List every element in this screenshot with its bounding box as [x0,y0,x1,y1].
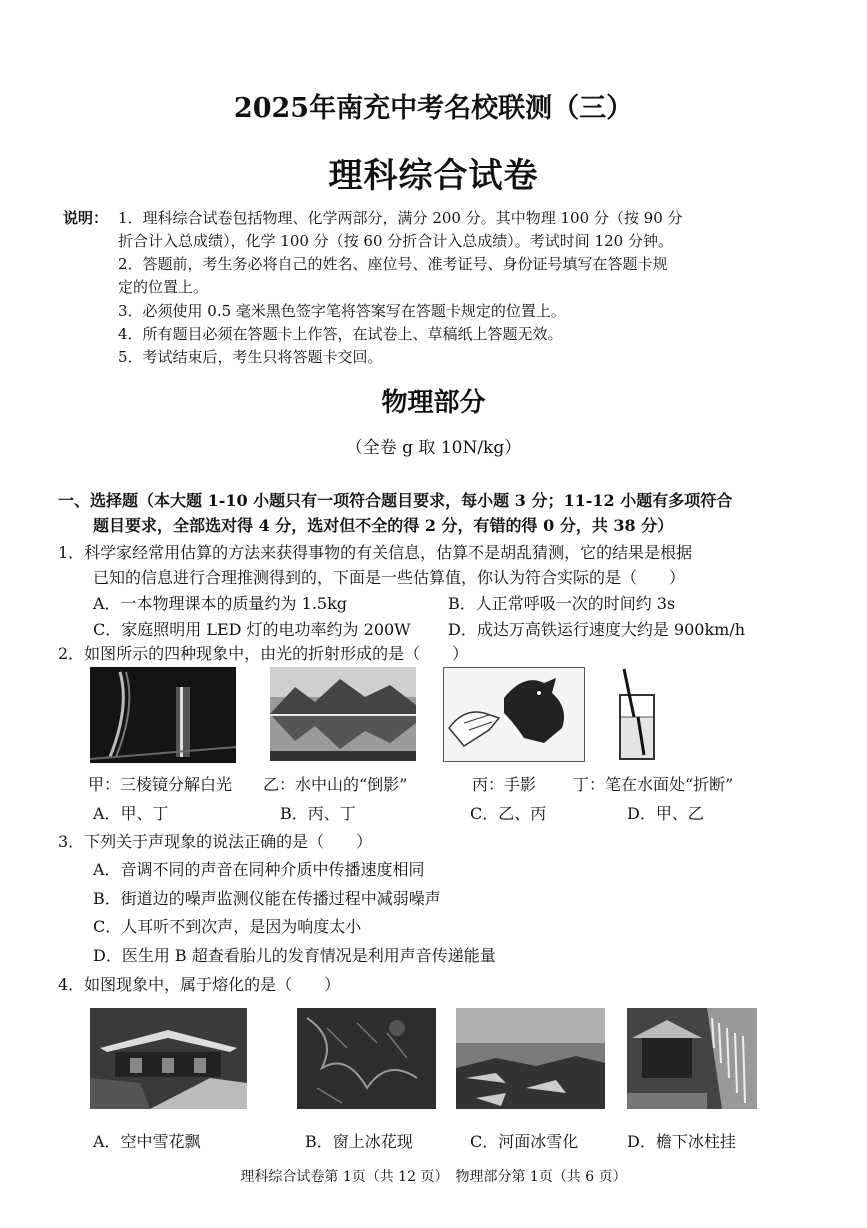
eave-icicles-image [627,1008,757,1109]
q3-option-b: B．街道边的噪声监测仪能在传播过程中减弱噪声 [93,889,441,908]
q1-stem-line-1: 1．科学家经常用估算的方法来获得事物的有关信息，估算不是胡乱猜测，它的结果是根据 [58,543,693,562]
q2-option-d: D．甲、乙 [627,804,704,823]
q1-option-c: C．家庭照明用 LED 灯的电功率约为 200W [93,620,411,639]
notes-line-1: 1．理科综合试卷包括物理、化学两部分，满分 200 分。其中物理 100 分（按 90 分 [118,209,683,227]
part-heading-line-1: 一、选择题（本大题 1-10 小题只有一项符合题目要求，每小题 3 分；11-12 小题有多项符合 [58,491,733,510]
q2-caption-jia: 甲：三棱镜分解白光 [88,775,233,794]
mountain-reflection-image [270,667,416,761]
q4-option-d: D．檐下冰柱挂 [627,1132,736,1151]
q3-option-a: A．音调不同的声音在同种介质中传播速度相同 [93,860,425,879]
q3-option-c: C．人耳听不到次声，是因为响度太小 [93,917,362,936]
q4-option-c: C．河面冰雪化 [470,1132,579,1151]
exam-title: 2025年南充中考名校联测（三） [233,93,634,124]
part-heading-line-2: 题目要求，全部选对得 4 分，选对但不全的得 2 分，有错的得 0 分，共 38 分） [93,516,674,535]
section-note: （全卷 g 取 10N/kg） [345,438,522,458]
q2-caption-yi: 乙：水中山的“倒影” [263,775,408,794]
q1-stem-line-2: 已知的信息进行合理推测得到的，下面是一些估算值，你认为符合实际的是（ ） [93,568,686,587]
q2-option-b: B．丙、丁 [280,804,356,823]
notes-line-3: 2．答题前，考生务必将自己的姓名、座位号、准考证号、身份证号填写在答题卡规 [118,255,668,273]
q2-caption-bing: 丙：手影 [472,775,537,794]
snow-pavilion-image [90,1008,247,1109]
section-title: 物理部分 [381,388,486,418]
q3-option-d: D．医生用 B 超查看胎儿的发育情况是利用声音传递能量 [93,946,496,965]
window-frost-image [297,1008,436,1109]
q1-option-a: A．一本物理课本的质量约为 1.5kg [93,594,348,613]
q2-option-a: A．甲、丁 [93,804,169,823]
exam-subtitle: 理科综合试卷 [328,156,539,196]
q4-stem: 4．如图现象中，属于熔化的是（ ） [58,975,341,994]
hand-shadow-image [443,667,585,762]
river-ice-melt-image [456,1008,605,1109]
q1-option-d: D．成达万高铁运行速度大约是 900km/h [448,620,746,639]
page-footer: 理科综合试卷第 1页（共 12 页） 物理部分第 1页（共 6 页） [240,1169,627,1185]
notes-line-2: 折合计入总成绩），化学 100 分（按 60 分折合计入总成绩）。考试时间 120 分钟。 [118,232,673,250]
q4-option-b: B．窗上冰花现 [305,1132,413,1151]
notes-line-6: 4．所有题目必须在答题卡上作答，在试卷上、草稿纸上答题无效。 [118,325,563,343]
notes-line-7: 5．考试结束后，考生只将答题卡交回。 [118,348,383,366]
q2-caption-ding: 丁：笔在水面处“折断” [573,775,734,794]
prism-image [90,667,236,763]
notes-line-5: 3．必须使用 0.5 毫米黑色签字笔将答案写在答题卡规定的位置上。 [118,302,566,320]
q4-option-a: A．空中雪花飘 [93,1132,201,1151]
notes-line-4: 定的位置上。 [118,278,209,296]
q2-stem: 2．如图所示的四种现象中，由光的折射形成的是（ ） [58,644,469,663]
notes-label: 说明： [63,209,109,227]
pencil-in-water-image [612,667,662,762]
q1-option-b: B．人正常呼吸一次的时间约 3s [448,594,676,613]
q2-option-c: C．乙、丙 [470,804,547,823]
q3-stem: 3．下列关于声现象的说法正确的是（ ） [58,832,373,851]
